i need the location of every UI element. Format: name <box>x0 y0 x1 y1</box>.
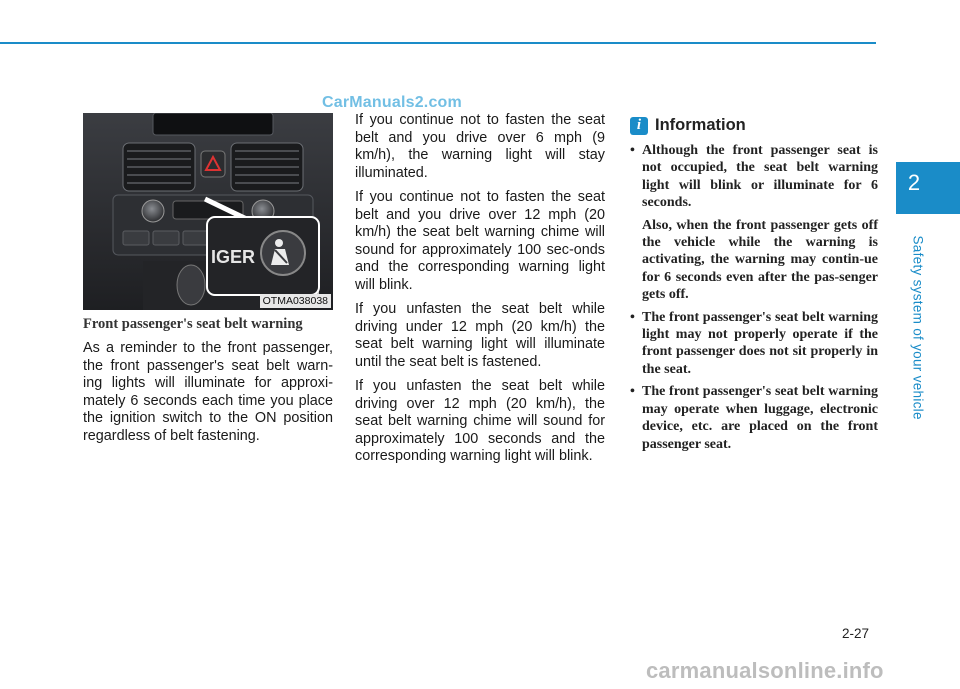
information-icon: i <box>630 117 648 135</box>
bullet: • <box>630 309 635 325</box>
list-item-text: The front passenger's seat belt warning may operate when luggage, electronic device, etc. are placed on the front passenger seat. <box>642 384 878 452</box>
section-caption: Front passenger's seat belt warning <box>83 316 303 332</box>
paragraph: If you continue not to fasten the seat belt and you drive over 12 mph (20 km/h) the seat belt warning chime will sound for approximately 100 sec-onds and the corresponding warning light will blink. <box>355 189 605 293</box>
watermark-carmanualsonline: carmanualsonline.info <box>646 658 884 683</box>
bullet: • <box>630 384 635 400</box>
paragraph: As a reminder to the front passenger, the front passenger's seat belt warn-ing lights will illuminate for approxi-mately 6 seconds each time you place the ignition switch to the ON position regardless of belt fastening. <box>83 340 333 444</box>
chapter-number: 2 <box>907 170 921 195</box>
column-middle <box>355 112 605 473</box>
figure-code: OTMA038038 <box>260 294 331 308</box>
dashboard-illustration <box>83 113 333 310</box>
column-left <box>83 340 333 452</box>
header-rule <box>0 42 876 44</box>
list-item-text: Although the front passenger seat is not occupied, the seat belt warning light will blink or illuminate for 6 seconds. <box>642 143 878 211</box>
chapter-title: Safety system of your vehicle <box>910 235 926 420</box>
information-list <box>630 142 878 458</box>
list-item-extra: Also, when the front passenger gets off the vehicle while the warning is activating, the warning may contin-ue for 6 seconds even after the pas-senger gets off. <box>642 217 878 303</box>
dashboard-photo <box>83 113 333 310</box>
inset-text: IGER <box>211 247 256 267</box>
information-title: Information <box>655 116 746 134</box>
list-item-text: The front passenger's seat belt warning light may not properly operate if the front passenger does not sit properly in the seat. <box>642 309 878 377</box>
paragraph: If you continue not to fasten the seat belt and you drive over 6 mph (9 km/h), the warning light will stay illuminated. <box>355 112 605 181</box>
paragraph: If you unfasten the seat belt while driving under 12 mph (20 km/h) the seat belt warning light will illuminate until the seat belt is fastened. <box>355 301 605 370</box>
bullet: • <box>630 143 635 158</box>
information-header <box>630 116 746 135</box>
chapter-title-vertical <box>910 235 926 420</box>
page-number: 2-27 <box>842 626 870 641</box>
list-item <box>630 383 878 453</box>
paragraph: If you unfasten the seat belt while driving over 12 mph (20 km/h), the seat belt warning chime will sound for approximately 100 seconds and the corresponding warning light will blink. <box>355 378 605 464</box>
list-item <box>630 309 878 379</box>
chapter-tab <box>896 162 960 214</box>
watermark-carmanuals2: CarManuals2.com <box>322 94 462 111</box>
list-item <box>630 142 878 304</box>
